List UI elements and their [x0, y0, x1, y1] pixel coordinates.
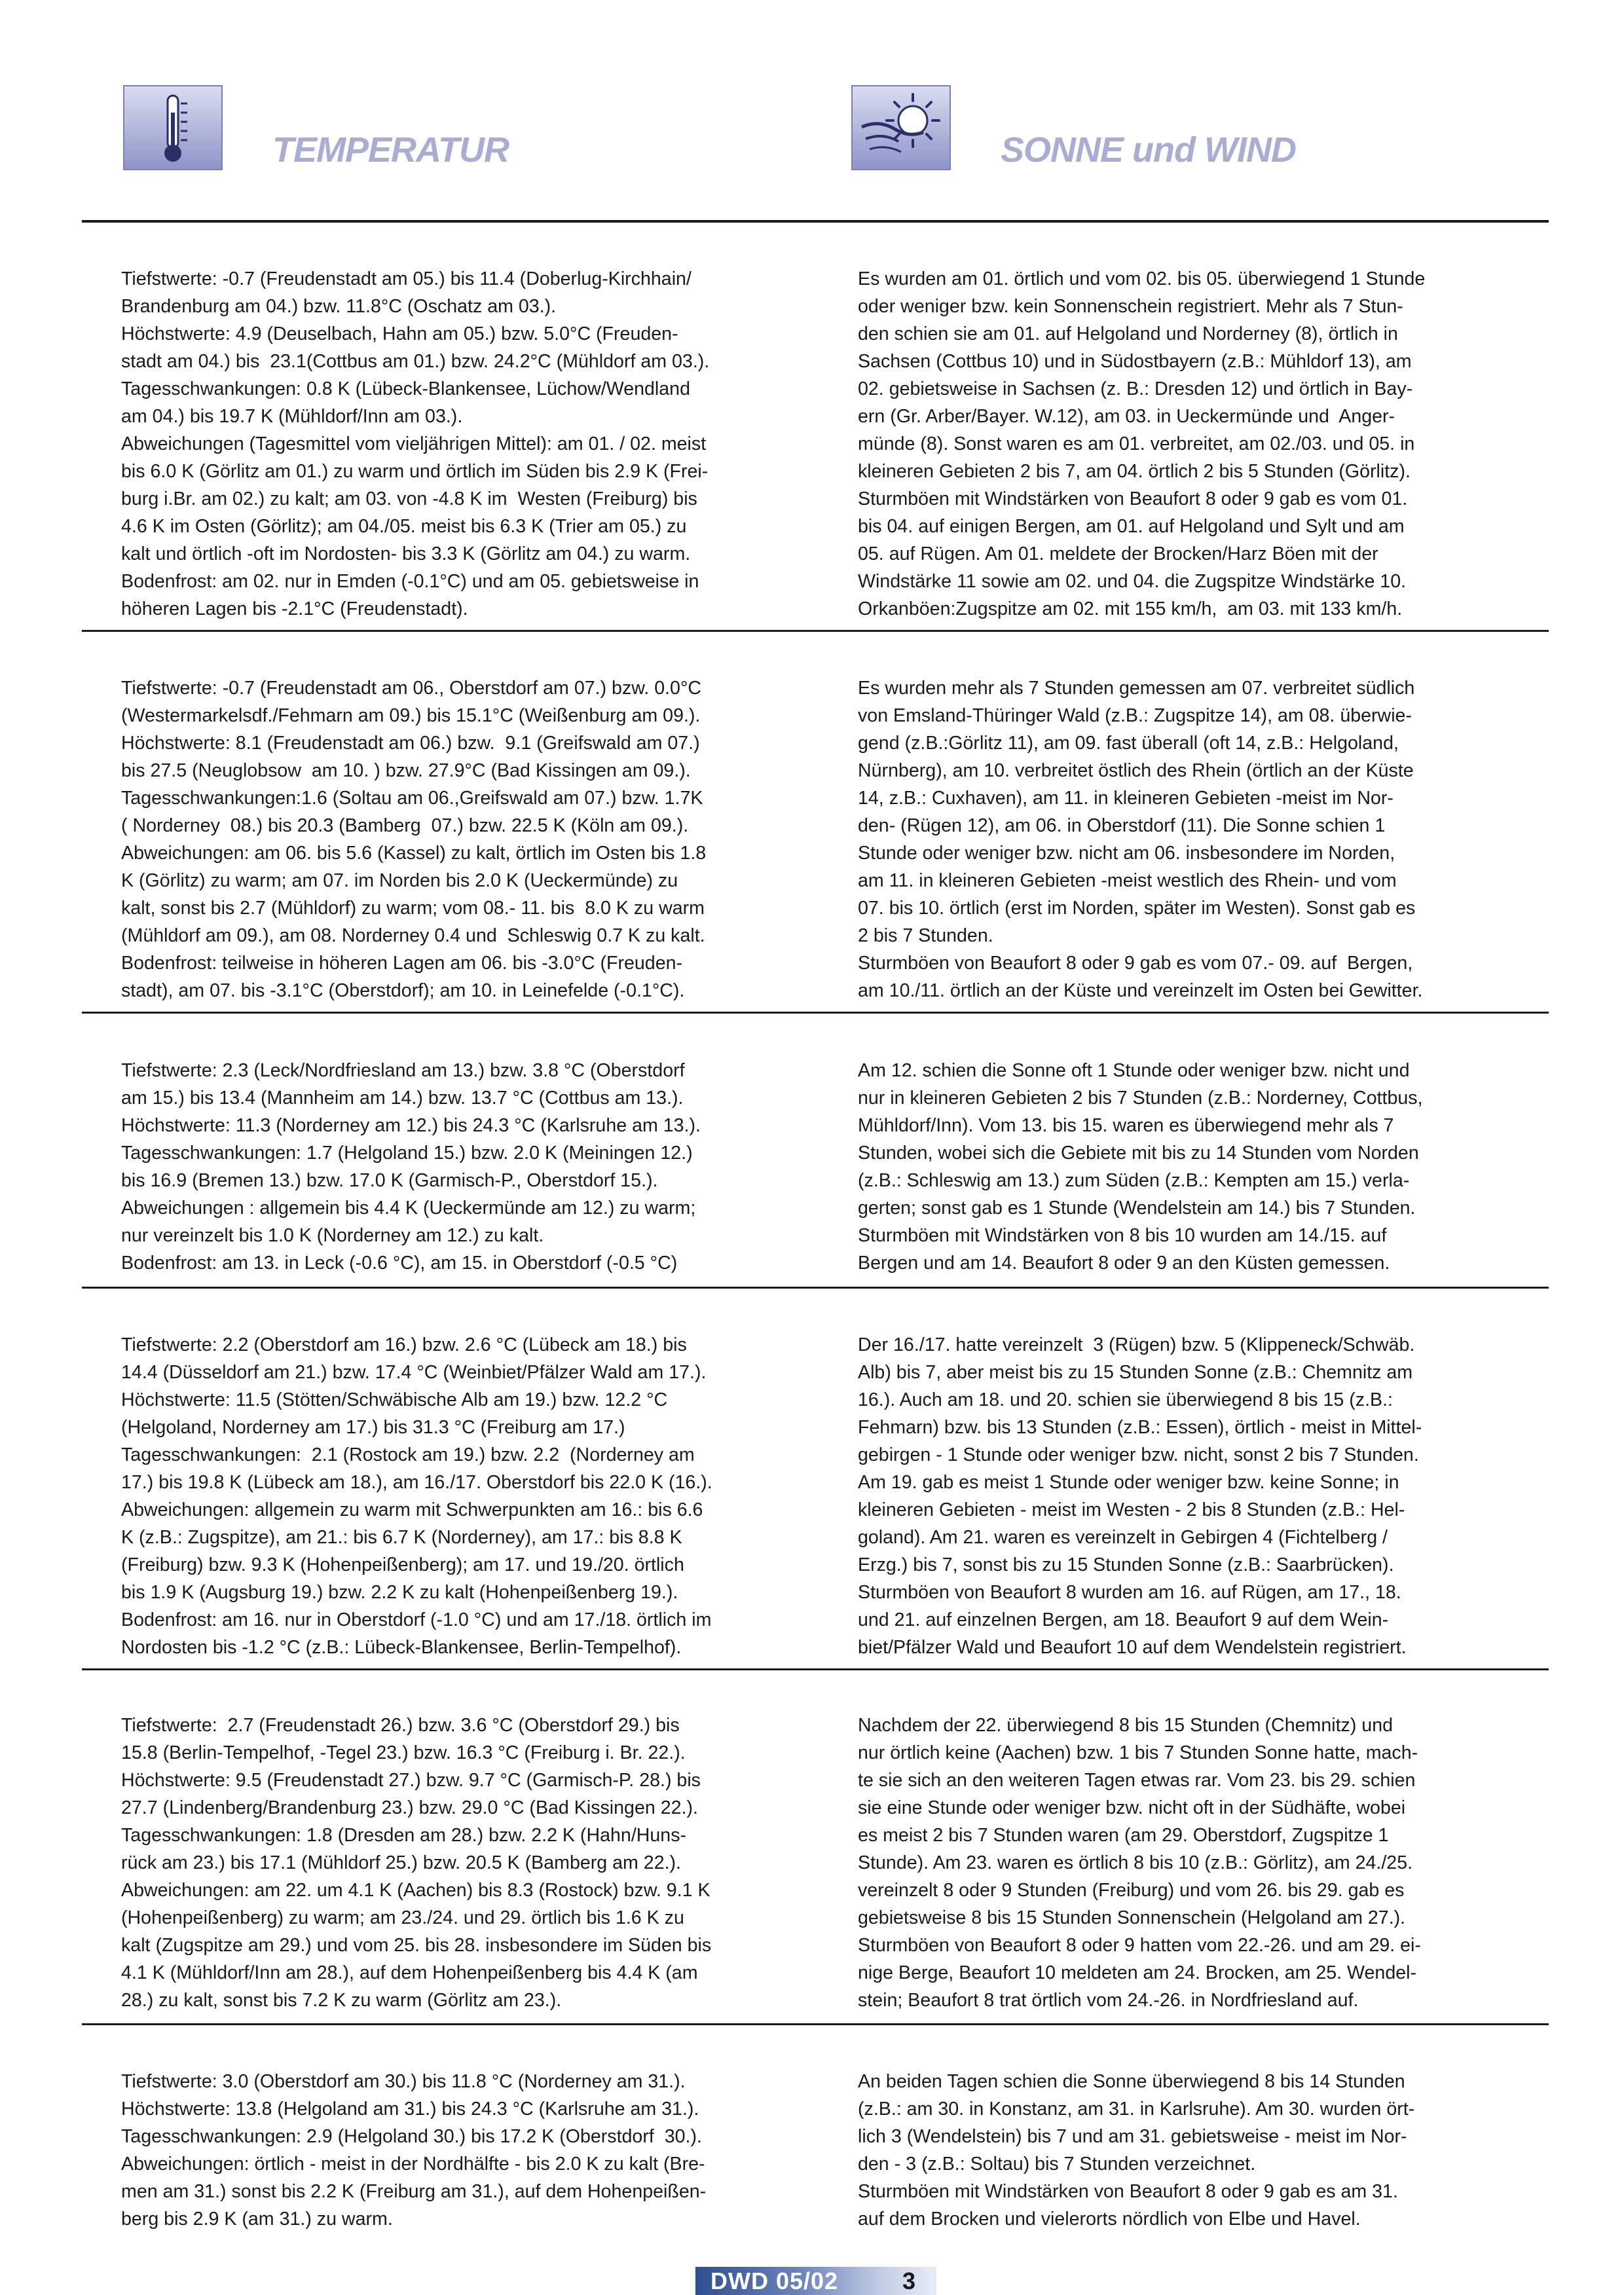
row-divider [82, 630, 1549, 632]
temperature-header [123, 85, 712, 183]
sun-wind-icon [851, 85, 951, 170]
sun-wind-text-3: Am 12. schien die Sonne oft 1 Stunde oder weniger bzw. nicht und nur in kleineren Gebieten 2 bis 7 Stunden (z.B.: Norderney, Cottbus, Mühldorf/Inn). Vom 13. bis 15. waren es überwiegend mehr als 7 Stunden, wobei sich die Gebiete mit bis zu 14 Stunden vom Norden (z.B.: Schleswig am 13.) zum Süden (z.B.: Kempten am 15.) verla- gerten; sonst gab es 1 Stunde (Wendelstein am 14.) bis 7 Stunden. Sturmböen mit Windstärken von 8 bis 10 wurden am 14./15. auf Bergen und am 14. Beaufort 8 oder 9 an den Küsten gemessen. [858, 1060, 1423, 1274]
page-number: 3 [902, 2267, 916, 2294]
temperature-text-4: Tiefstwerte: 2.2 (Oberstdorf am 16.) bzw. 2.6 °C (Lübeck am 18.) bis 14.4 (Düsseldorf am 21.) bzw. 17.4 °C (Weinbiet/Pfälzer Wald am 17.). Höchstwerte: 11.5 (Stötten/Schwäbische Alb am 19.) bzw. 12.2 °C (Helgoland, Norderney am 17.) bis 31.3 °C (Freiburg am 17.) Tagesschwankungen: 2.1 (Rostock am 19.) bzw. 2.2 (Norderney am 17.) bis 19.8 K (Lübeck am 18.), am 16./17. Oberstdorf bis 22.0 K (16.). Abweichungen: allgemein zu warm mit Schwerpunkten am 16.: bis 6.6 K (z.B.: Zugspitze), am 21.: bis 6.7 K (Norderney), am 17.: bis 8.8 K (Freiburg) bzw. 9.3 K (Hohenpeißenberg); am 17. und 19./20. örtlich bis 1.9 K (Augsburg 19.) bzw. 2.2 K zu kalt (Hohenpeißenberg 19.). Bodenfrost: am 16. nur in Oberstdorf (-1.0 °C) und am 17./18. örtlich im Nordosten bis -1.2 °C (z.B.: Lübeck-Blankensee, Berlin-Tempelhof). [121, 1334, 712, 1658]
row-divider [82, 2023, 1549, 2025]
sun-wind-text-1: Es wurden am 01. örtlich und vom 02. bis 05. überwiegend 1 Stunde oder weniger bzw. kein Sonnenschein registriert. Mehr als 7 Stun- den schien sie am 01. auf Helgoland und Norderney (8), örtlich in Sachsen (Cottbus 10) und in Südostbayern (z.B.: Mühldorf 13), am 02. gebietsweise in Sachsen (z. B.: Dresden 12) und örtlich in Bay- ern (Gr. Arber/Bayer. W.12), am 03. in Ueckermünde und Anger- münde (8). Sonst waren es am 01. verbreitet, am 02./03. und 05. in kleineren Gebieten 2 bis 7, am 04. örtlich 2 bis 5 Stunden (Görlitz). Sturmböen mit Windstärken von Beaufort 8 oder 9 gab es vom 01. bis 04. auf einigen Bergen, am 01. auf Helgoland und Sylt und am 05. auf Rügen. Am 01. meldete der Brocken/Harz Böen mit der Windstärke 11 sowie am 02. und 04. die Zugspitze Windstärke 10. Orkanböen:Zugspitze am 02. mit 155 km/h, am 03. mit 133 km/h. [858, 268, 1426, 619]
temperature-text-2: Tiefstwerte: -0.7 (Freudenstadt am 06., Oberstdorf am 07.) bzw. 0.0°C (Westermarkelsdf./Fehmarn am 09.) bis 15.1°C (Weißenburg am 09.). Höchstwerte: 8.1 (Freudenstadt am 06.) bzw. 9.1 (Greifswald am 07.) bis 27.5 (Neuglobsow am 10. ) bzw. 27.9°C (Bad Kissingen am 09.). Tagesschwankungen:1.6 (Soltau am 06.,Greifswald am 07.) bzw. 1.7K ( Norderney 08.) bis 20.3 (Bamberg 07.) bzw. 22.5 K (Köln am 09.). Abweichungen: am 06. bis 5.6 (Kassel) zu kalt, örtlich im Osten bis 1.8 K (Görlitz) zu warm; am 07. im Norden bis 2.0 K (Ueckermünde) zu kalt, sonst bis 2.7 (Mühldorf) zu warm; vom 08.- 11. bis 8.0 K zu warm (Mühldorf am 09.), am 08. Norderney 0.4 und Schleswig 0.7 K zu kalt. Bodenfrost: teilweise in höheren Lagen am 06. bis -3.0°C (Freuden- stadt), am 07. bis -3.1°C (Oberstdorf); am 10. in Leinefelde (-0.1°C). [121, 678, 707, 1001]
sun-wind-header [851, 85, 1441, 183]
sun-wind-text-4: Der 16./17. hatte vereinzelt 3 (Rügen) bzw. 5 (Klippeneck/Schwäb. Alb) bis 7, aber meist bis zu 15 Stunden Sonne (z.B.: Chemnitz am 16.). Auch am 18. und 20. schien sie überwiegend 8 bis 15 (z.B.: Fehmarn) bzw. bis 13 Stunden (z.B.: Essen), örtlich - meist in Mittel- gebirgen - 1 Stunde oder weniger bzw. nicht, sonst 2 bis 7 Stunden. Am 19. gab es meist 1 Stunde oder weniger bzw. keine Sonne; in kleineren Gebieten - meist im Westen - 2 bis 8 Stunden (z.B.: Hel- goland). Am 21. waren es vereinzelt in Gebirgen 4 (Fichtelberg / Erzg.) bis 7, sonst bis zu 15 Stunden Sonne (z.B.: Saarbrücken). Sturmböen von Beaufort 8 wurden am 16. auf Rügen, am 17., 18. und 21. auf einzelnen Bergen, am 18. Beaufort 9 auf dem Wein- biet/Pfälzer Wald und Beaufort 10 auf dem Wendelstein registriert. [858, 1334, 1422, 1658]
temperature-text-5: Tiefstwerte: 2.7 (Freudenstadt 26.) bzw. 3.6 °C (Oberstdorf 29.) bis 15.8 (Berlin-Tempelhof, -Tegel 23.) bzw. 16.3 °C (Freiburg i. Br. 22.). Höchstwerte: 9.5 (Freudenstadt 27.) bzw. 9.7 °C (Garmisch-P. 28.) bis 27.7 (Lindenberg/Brandenburg 23.) bzw. 29.0 °C (Bad Kissingen 22.). Tagesschwankungen: 1.8 (Dresden am 28.) bzw. 2.2 K (Hahn/Huns- rück am 23.) bis 17.1 (Mühldorf 25.) bzw. 20.5 K (Bamberg am 22.). Abweichungen: am 22. um 4.1 K (Aachen) bis 8.3 (Rostock) bzw. 9.1 K (Hohenpeißenberg) zu warm; am 23./24. und 29. örtlich bis 1.6 K zu kalt (Zugspitze am 29.) und vom 25. bis 28. insbesondere im Süden bis 4.1 K (Mühldorf/Inn am 28.), auf dem Hohenpeißenberg bis 4.4 K (am 28.) zu kalt, sonst bis 7.2 K zu warm (Görlitz am 23.). [121, 1715, 712, 2011]
temperature-text-1: Tiefstwerte: -0.7 (Freudenstadt am 05.) bis 11.4 (Doberlug-Kirchhain/ Brandenburg am 04.) bzw. 11.8°C (Oschatz am 03.). Höchstwerte: 4.9 (Deuselbach, Hahn am 05.) bzw. 5.0°C (Freuden- stadt am 04.) bis 23.1(Cottbus am 01.) bzw. 24.2°C (Mühldorf am 03.). Tagesschwankungen: 0.8 K (Lübeck-Blankensee, Lüchow/Wendland am 04.) bis 19.7 K (Mühldorf/Inn am 03.). Abweichungen (Tagesmittel vom vieljährigen Mittel): am 01. / 02. meist bis 6.0 K (Görlitz am 01.) zu warm und örtlich im Süden bis 2.9 K (Frei- burg i.Br. am 02.) zu kalt; am 03. von -4.8 K im Westen (Freiburg) bis 4.6 K im Osten (Görlitz); am 04./05. meist bis 6.3 K (Trier am 05.) zu kalt und örtlich -oft im Nordosten- bis 3.3 K (Görlitz am 04.) zu warm. Bodenfrost: am 02. nur in Emden (-0.1°C) und am 05. gebietsweise in höheren Lagen bis -2.1°C (Freudenstadt). [121, 268, 710, 619]
temperature-text-6: Tiefstwerte: 3.0 (Oberstdorf am 30.) bis 11.8 °C (Norderney am 31.). Höchstwerte: 13.8 (Helgoland am 31.) bis 24.3 °C (Karlsruhe am 31.). Tagesschwankungen: 2.9 (Helgoland 30.) bis 17.2 K (Oberstdorf 30.). Abweichungen: örtlich - meist in der Nordhälfte - bis 2.0 K zu kalt (Bre- men am 31.) sonst bis 2.2 K (Freiburg am 31.), auf dem Hohenpeißen- berg bis 2.9 K (am 31.) zu warm. [121, 2071, 707, 2230]
sun-wind-text-6: An beiden Tagen schien die Sonne überwiegend 8 bis 14 Stunden (z.B.: am 30. in Konstanz, am 31. in Karlsruhe). Am 30. wurden ört- lich 3 (Wendelstein) bis 7 und am 31. gebietsweise - meist im Nor- den - 3 (z.B.: Soltau) bis 7 Stunden verzeichnet. Sturmböen mit Windstärken von Beaufort 8 oder 9 gab es am 31. auf dem Brocken und vielerorts nördlich von Elbe und Havel. [858, 2071, 1415, 2230]
row-divider [82, 1012, 1549, 1014]
thermometer-icon [123, 85, 223, 170]
temperature-text-3: Tiefstwerte: 2.3 (Leck/Nordfriesland am 13.) bzw. 3.8 °C (Oberstdorf am 15.) bis 13.4 (Mannheim am 14.) bzw. 13.7 °C (Cottbus am 13.). Höchstwerte: 11.3 (Norderney am 12.) bis 24.3 °C (Karlsruhe am 13.). Tagesschwankungen: 1.7 (Helgoland 15.) bzw. 2.0 K (Meiningen 12.) bis 16.9 (Bremen 13.) bzw. 17.0 K (Garmisch-P., Oberstdorf 15.). Abweichungen : allgemein bis 4.4 K (Ueckermünde am 12.) zu warm; nur vereinzelt bis 1.0 K (Norderney am 12.) zu kalt. Bodenfrost: am 13. in Leck (-0.6 °C), am 15. in Oberstdorf (-0.5 °C) [121, 1060, 701, 1274]
footer-issue: DWD 05/02 [710, 2267, 839, 2294]
header-divider [82, 220, 1549, 223]
sun-wind-text-2: Es wurden mehr als 7 Stunden gemessen am 07. verbreitet südlich von Emsland-Thüringer Wald (z.B.: Zugspitze 14), am 08. überwie- gend (z.B.:Görlitz 11), am 09. fast überall (oft 14, z.B.: Helgoland, Nürnberg), am 10. verbreitet östlich des Rhein (örtlich an der Küste 14, z.B.: Cuxhaven), am 11. in kleineren Gebieten -meist im Nor- den- (Rügen 12), am 06. in Oberstdorf (11). Die Sonne schien 1 Stunde oder weniger bzw. nicht am 06. insbesondere im Norden, am 11. in kleineren Gebieten -meist westlich des Rhein- und vom 07. bis 10. örtlich (erst im Norden, später im Westen). Sonst gab es 2 bis 7 Stunden. Sturmböen von Beaufort 8 oder 9 gab es vom 07.- 09. auf Bergen, am 10./11. örtlich an der Küste und vereinzelt im Osten bei Gewitter. [858, 678, 1423, 1001]
temperature-title: TEMPERATUR [272, 130, 509, 170]
sun-wind-text-5: Nachdem der 22. überwiegend 8 bis 15 Stunden (Chemnitz) und nur örtlich keine (Aachen) bzw. 1 bis 7 Stunden Sonne hatte, mach- te sie sich an den weiteren Tagen etwas rar. Vom 23. bis 29. schien sie eine Stunde oder weniger bzw. nicht oft in der Südhäfte, wobei es meist 2 bis 7 Stunden waren (am 29. Oberstdorf, Zugspitze 1 Stunde). Am 23. waren es örtlich 8 bis 10 (z.B.: Görlitz), am 24./25. vereinzelt 8 oder 9 Stunden (Freiburg) und vom 26. bis 29. gab es gebietsweise 8 bis 15 Stunden Sonnenschein (Helgoland am 27.). Sturmböen von Beaufort 8 oder 9 hatten vom 22.-26. und am 29. ei- nige Berge, Beaufort 10 meldeten am 24. Brocken, am 25. Wendel- stein; Beaufort 8 trat örtlich vom 24.-26. in Nordfriesland auf. [858, 1715, 1421, 2011]
row-divider [82, 1668, 1549, 1670]
sun-wind-title: SONNE und WIND [1001, 130, 1296, 170]
row-divider [82, 1287, 1549, 1289]
